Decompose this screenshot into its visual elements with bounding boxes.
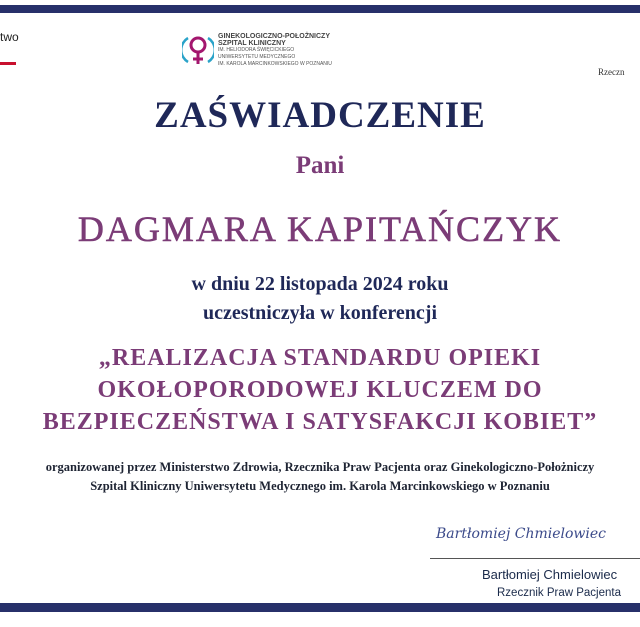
organizers-line: Szpital Kliniczny Uniwersytetu Medycznego im. Karola Marcinkowskiego w Poznaniu (90, 479, 550, 493)
bottom-border-bar (0, 603, 640, 612)
signature-line (430, 558, 640, 559)
certificate-title: ZAŚWIADCZENIE (154, 95, 486, 136)
date-line: w dniu 22 listopada 2024 roku (191, 273, 449, 295)
handwritten-signature: Bartłomiej Chmielowiec (436, 526, 607, 542)
salutation: Pani (295, 152, 345, 179)
top-border-bar (0, 5, 640, 13)
conference-title (0, 342, 640, 438)
organizers (0, 458, 640, 496)
hospital-name: GINEKOLOGICZNO-POŁOŻNICZY (218, 32, 330, 40)
hospital-patron: IM. HELIODORA ŚWIĘCICKIEGO (218, 46, 295, 53)
rpp-logo-text: Rzeczn (598, 67, 625, 77)
conference-title-line: „REALIZACJA STANDARDU OPIEKI (98, 345, 542, 371)
ministry-logo (0, 28, 19, 65)
recipient-name: DAGMARA KAPITAŃCZYK (77, 209, 563, 249)
hospital-university-patron: IM. KAROLA MARCINKOWSKIEGO W POZNANIU (218, 60, 332, 67)
signatory-name: Bartłomiej Chmielowiec (482, 567, 618, 582)
rpp-logo (598, 62, 624, 80)
conference-title-line: OKOŁOPORODOWEJ KLUCZEM DO (97, 377, 543, 403)
female-symbol-icon (182, 32, 214, 68)
hospital-university: UNIWERSYTETU MEDYCZNEGO (218, 53, 296, 60)
ministry-logo-text: two (0, 30, 19, 44)
hospital-logo (182, 32, 332, 68)
signatory-role: Rzecznik Praw Pacjenta (497, 587, 621, 599)
organizers-line: organizowanej przez Ministerstwo Zdrowia, Rzecznika Praw Pacjenta oraz Ginekologiczno-Położniczy (45, 460, 595, 474)
hospital-type: SZPITAL KLINICZNY (218, 39, 286, 47)
flag-stripe (0, 62, 16, 65)
conference-title-line: BEZPIECZEŃSTWA I SATYSFAKCJI KOBIET” (42, 409, 598, 435)
participation-line: uczestniczyła w konferencji (202, 302, 438, 324)
